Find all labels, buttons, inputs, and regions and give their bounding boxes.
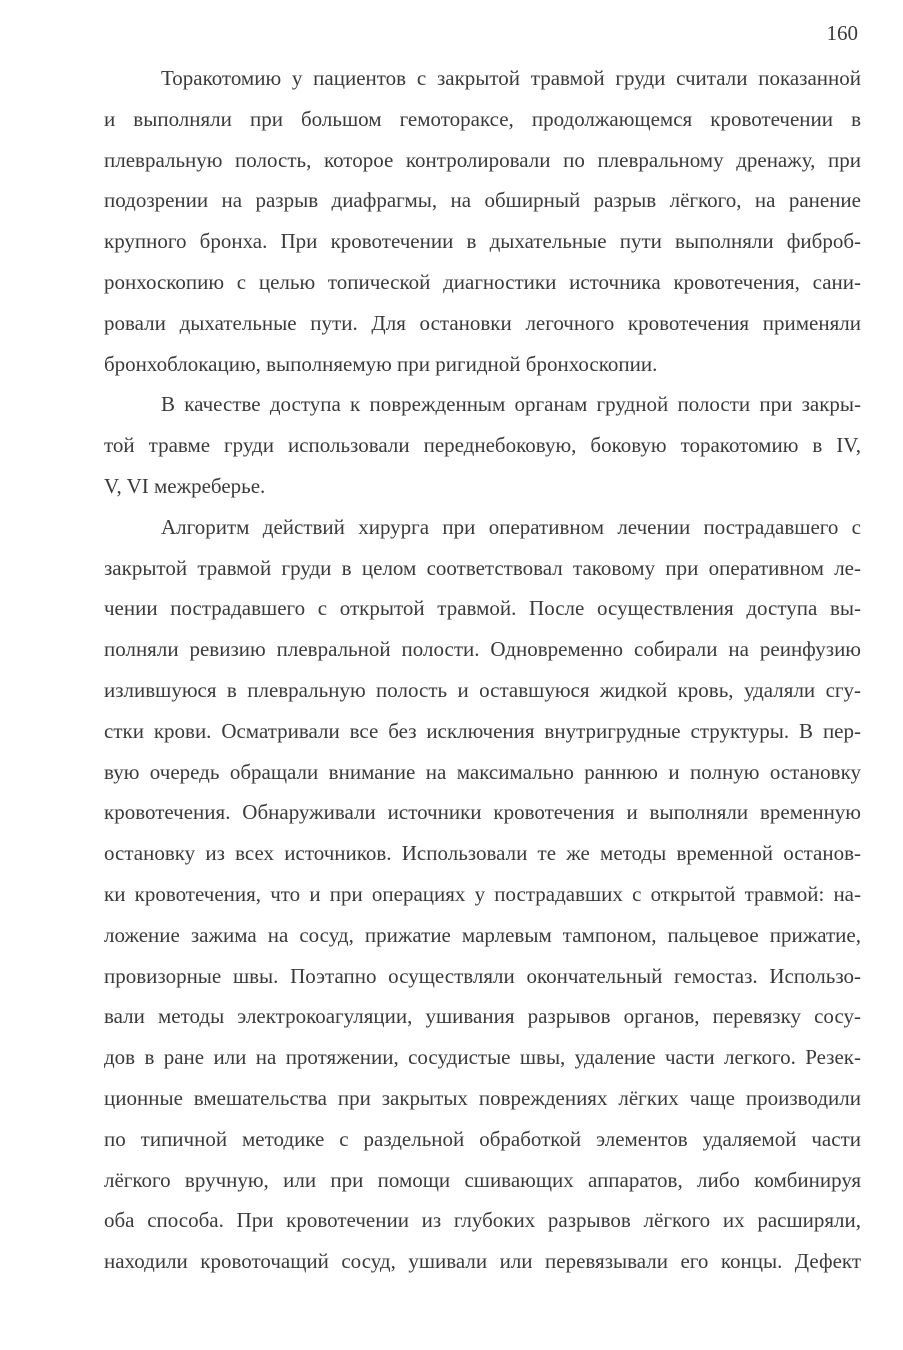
text-line: подозрении на разрыв диафрагмы, на обширный разрыв лёгкого, на ранение <box>104 188 861 213</box>
text-line: вую очередь обращали внимание на максимально раннюю и полную остановку <box>104 759 861 784</box>
text-line: по типичной методике с раздельной обработкой элементов удаляемой части <box>104 1126 861 1151</box>
paragraph-1 <box>47 58 861 384</box>
text-line: полняли ревизию плевральной полости. Одновременно собирали на реинфузию <box>104 637 861 662</box>
text-line: крупного бронха. При кровотечении в дыхательные пути выполняли фиброб- <box>104 229 861 254</box>
text-line: чении пострадавшего с открытой травмой. После осуществления доступа вы- <box>104 596 861 621</box>
text-line: и выполняли при большом гемотораксе, продолжающемся кровотечении в <box>104 106 861 131</box>
paragraph-3 <box>47 507 861 1282</box>
text-line: ровали дыхательные пути. Для остановки легочного кровотечения применяли <box>104 310 861 335</box>
text-line: оба способа. При кровотечении из глубоких разрывов лёгкого их расширяли, <box>104 1208 861 1233</box>
text-line: В качестве доступа к поврежденным органам грудной полости при закры- <box>161 392 861 417</box>
text-line: V, VI межреберье. <box>104 473 266 498</box>
text-line: ционные вмешательства при закрытых повреждениях лёгких чаще производили <box>104 1085 861 1110</box>
text-line: провизорные швы. Поэтапно осуществляли окончательный гемостаз. Использо- <box>104 963 861 988</box>
text-line: излившуюся в плевральную полость и оставшуюся жидкой кровь, удаляли сгу- <box>104 677 861 702</box>
text-line: бронхоблокацию, выполняемую при ригидной бронхоскопии. <box>104 351 658 376</box>
text-line: находили кровоточащий сосуд, ушивали или перевязывали его концы. Дефект <box>104 1249 861 1274</box>
text-line: закрытой травмой груди в целом соответствовал таковому при оперативном ле- <box>104 555 861 580</box>
text-line: Алгоритм действий хирурга при оперативном лечении пострадавшего с <box>161 514 861 539</box>
text-line: Торакотомию у пациентов с закрытой травмой груди считали показанной <box>161 66 861 90</box>
text-line: остановку из всех источников. Использовали те же методы временной останов- <box>104 841 861 866</box>
text-line: плевральную полость, которое контролировали по плевральному дренажу, при <box>104 147 861 172</box>
body-text <box>47 58 861 1282</box>
text-line: ки кровотечения, что и при операциях у пострадавших с открытой травмой: на- <box>104 881 861 906</box>
text-line: дов в ране или на протяжении, сосудистые швы, удаление части легкого. Резек- <box>104 1045 861 1070</box>
text-line: кровотечения. Обнаруживали источники кровотечения и выполняли временную <box>104 800 861 825</box>
page-number: 160 <box>826 21 858 45</box>
text-line: стки крови. Осматривали все без исключения внутригрудные структуры. В пер- <box>104 718 861 743</box>
text-line: ронхоскопию с целью топической диагностики источника кровотечения, сани- <box>104 269 861 294</box>
text-line: той травме груди использовали переднебоковую, боковую торакотомию в IV, <box>104 433 861 458</box>
text-line: вали методы электрокоагуляции, ушивания разрывов органов, перевязку сосу- <box>104 1004 861 1029</box>
text-line: ложение зажима на сосуд, прижатие марлевым тампоном, пальцевое прижатие, <box>104 922 861 947</box>
paragraph-2 <box>47 384 861 506</box>
text-line: лёгкого вручную, или при помощи сшивающих аппаратов, либо комбинируя <box>104 1167 861 1192</box>
